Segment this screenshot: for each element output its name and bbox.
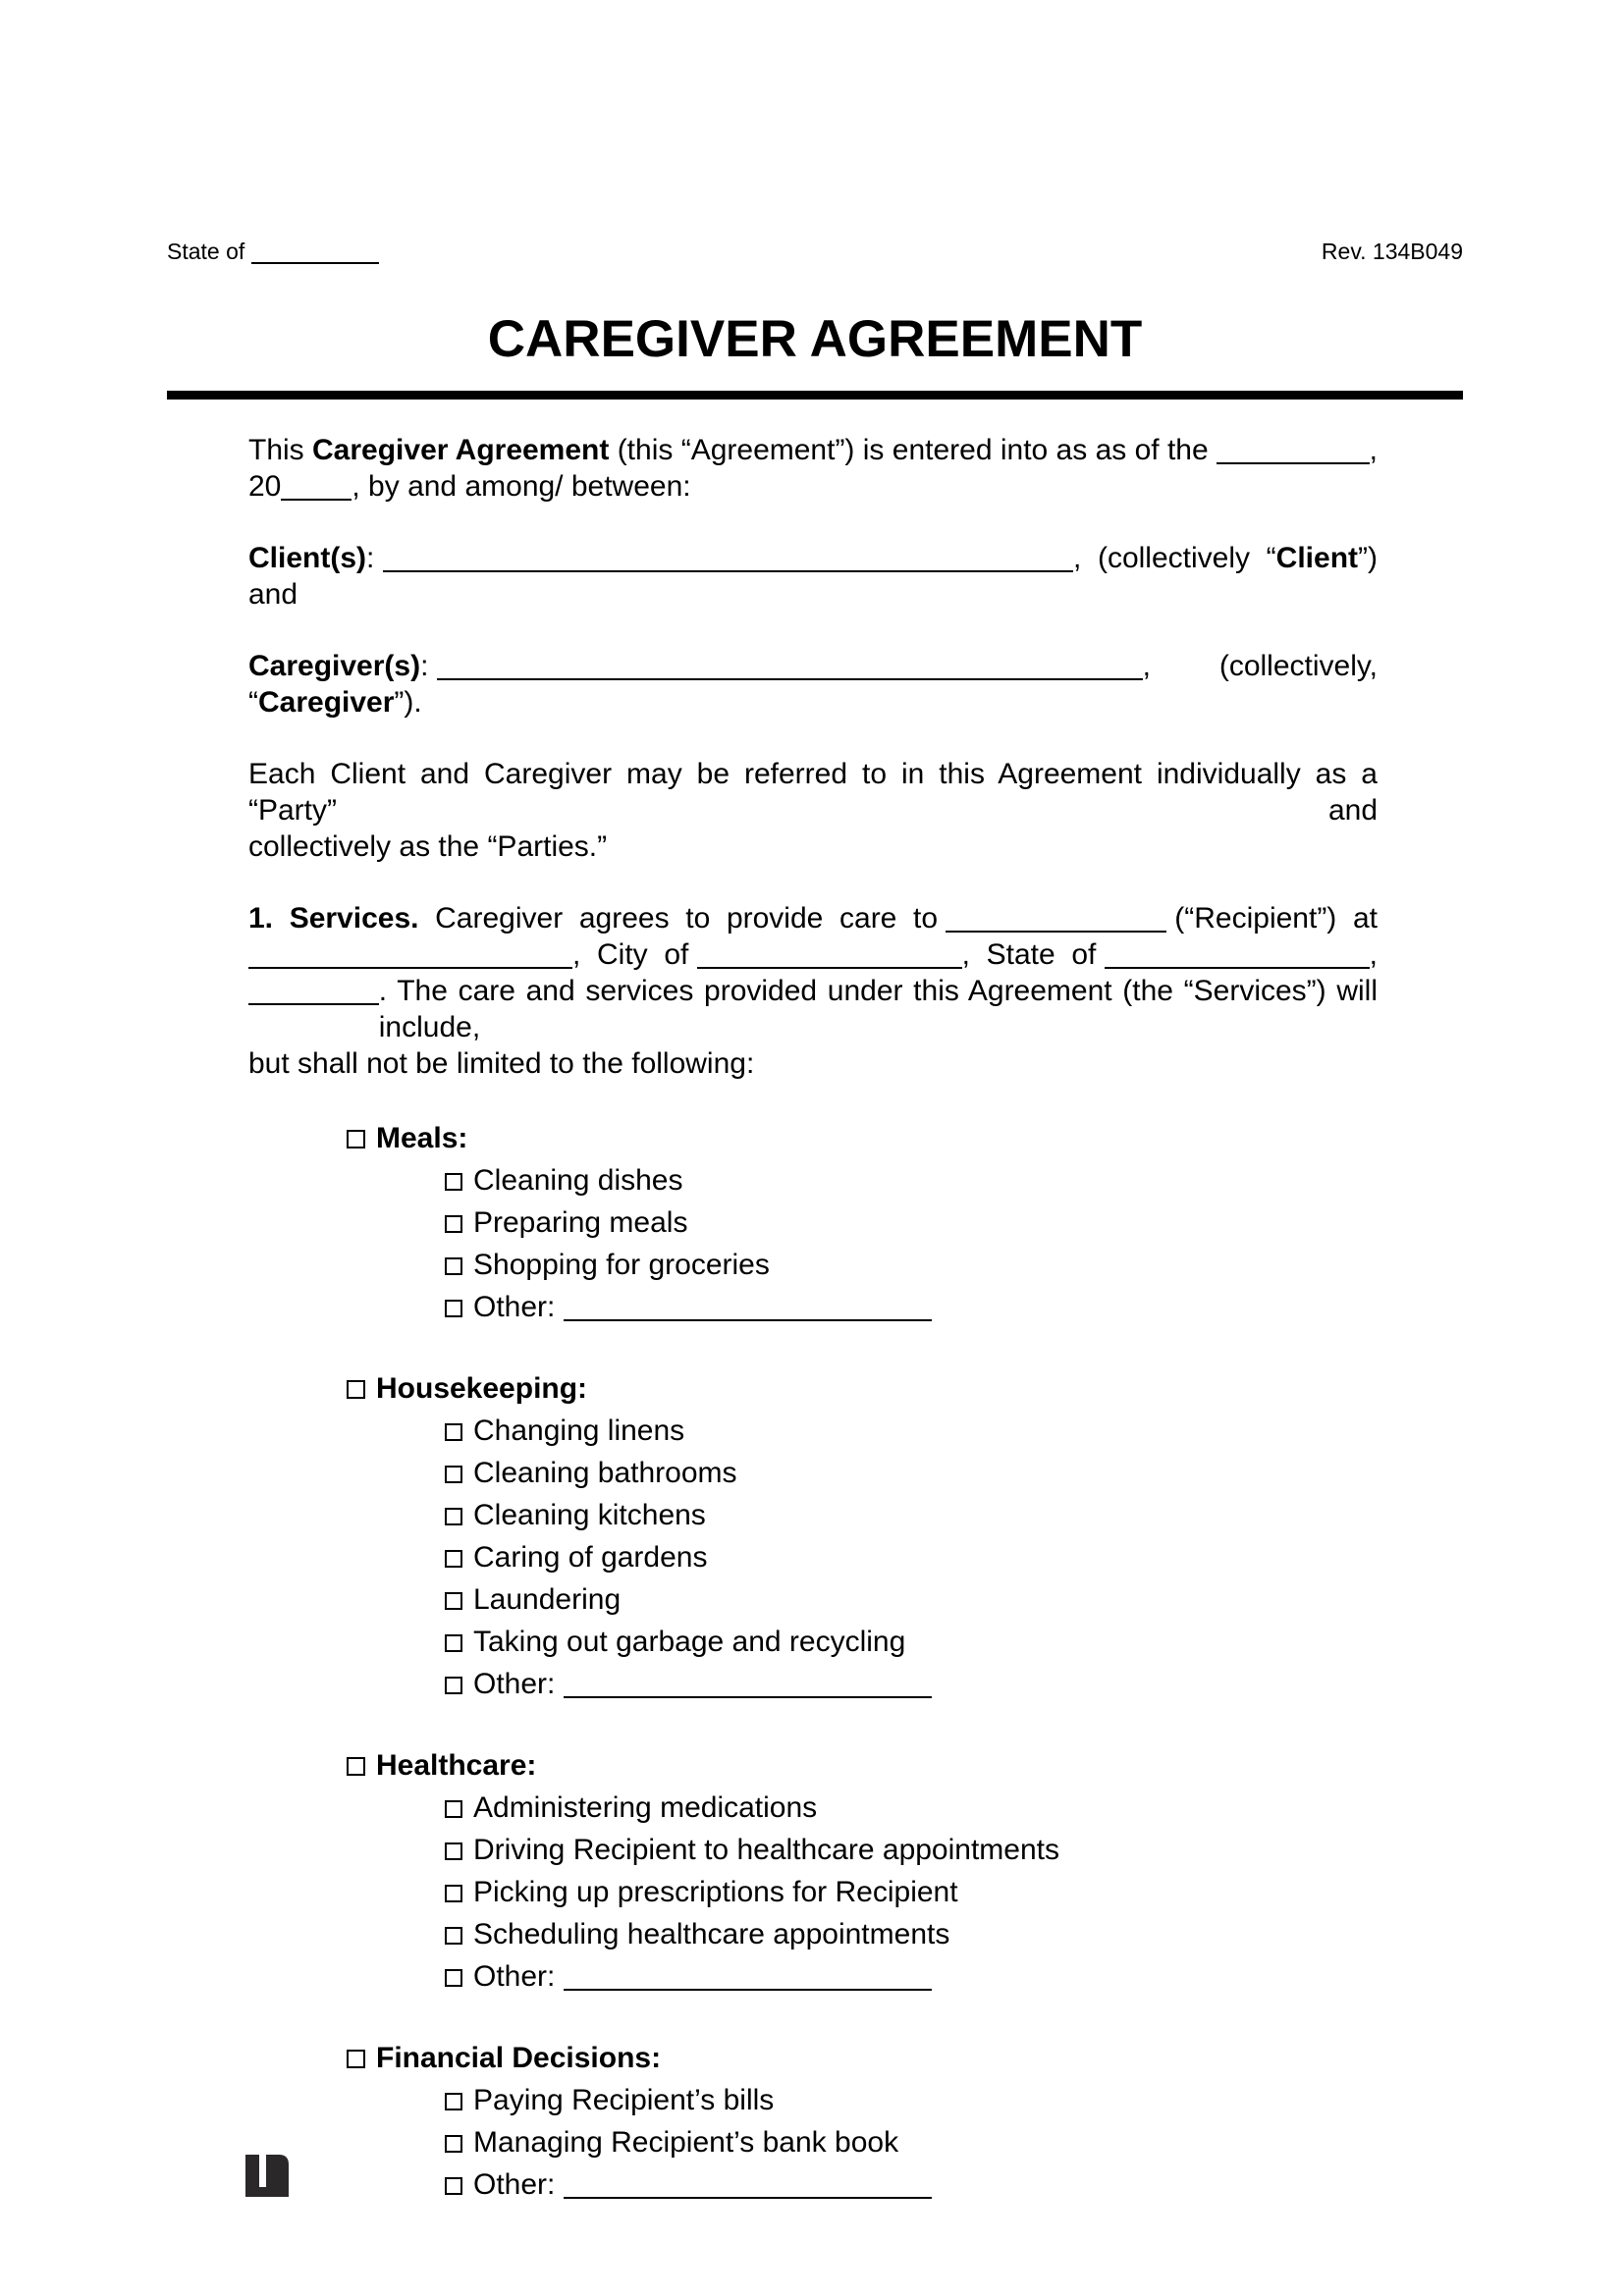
checkbox[interactable] — [445, 1969, 462, 1987]
checkbox[interactable] — [445, 1423, 462, 1441]
caregiver-text: (collectively, — [1218, 650, 1378, 682]
legal-templates-logo — [245, 2155, 289, 2198]
section-title: Housekeeping: — [376, 1372, 588, 1405]
other-blank[interactable] — [564, 1989, 932, 1991]
section-healthcare — [248, 1744, 1378, 1998]
services-text: . The care and services provided under this Agreement (the “Services”) will include, — [378, 975, 1378, 1043]
checkbox[interactable] — [445, 1173, 462, 1191]
address-blank[interactable] — [248, 967, 572, 969]
section-title: Financial Decisions: — [376, 2042, 662, 2074]
agreement-name-bold: Caregiver Agreement — [312, 434, 610, 466]
item-label: Scheduling healthcare appointments — [473, 1918, 950, 1950]
section-title: Meals: — [376, 1122, 468, 1154]
services-text: Caregiver agrees to provide care to — [418, 902, 947, 934]
section-financial-decisions — [248, 2037, 1378, 2206]
document-body — [248, 432, 1378, 2245]
item-label: Caring of gardens — [473, 1541, 708, 1574]
client-collective-bold: Client — [1275, 542, 1359, 574]
checkbox[interactable] — [445, 1592, 462, 1610]
services-text: , City of — [572, 938, 697, 971]
section-meals — [248, 1117, 1378, 1328]
item-label: Laundering — [473, 1583, 622, 1616]
checkbox[interactable] — [445, 1885, 462, 1902]
caregiver-text: “ — [248, 686, 258, 719]
checkbox[interactable] — [445, 1508, 462, 1525]
item-label: Driving Recipient to healthcare appointments — [473, 1834, 1059, 1866]
item-label: Paying Recipient’s bills — [473, 2084, 775, 2116]
caregiver-collective-bold: Caregiver — [258, 686, 395, 719]
agreement-date-blank[interactable] — [1217, 462, 1370, 464]
checkbox[interactable] — [445, 1927, 462, 1945]
checkbox[interactable] — [445, 1300, 462, 1317]
checkbox[interactable] — [445, 1215, 462, 1233]
client-clause — [248, 540, 1378, 613]
caregiver-text: : — [420, 650, 437, 682]
other-label: Other: — [473, 1291, 564, 1323]
checkbox[interactable] — [347, 1130, 365, 1148]
other-blank[interactable] — [564, 1696, 932, 1698]
services-checklist — [248, 1117, 1378, 2206]
checkbox[interactable] — [347, 1380, 365, 1399]
services-clause — [248, 900, 1378, 1082]
item-label: Changing linens — [473, 1415, 685, 1447]
item-label: Preparing meals — [473, 1206, 688, 1239]
checkbox[interactable] — [445, 1677, 462, 1694]
item-label: Picking up prescriptions for Recipient — [473, 1876, 958, 1908]
revision-number: Rev. 134B049 — [1321, 239, 1463, 264]
services-text: but shall not be limited to the following: — [248, 1047, 755, 1080]
checkbox[interactable] — [445, 2135, 462, 2153]
item-label: Cleaning dishes — [473, 1164, 683, 1197]
client-label: Client(s) — [248, 542, 366, 574]
section-title: Healthcare: — [376, 1749, 537, 1782]
checkbox[interactable] — [445, 2177, 462, 2195]
intro-text: This — [248, 434, 313, 466]
services-text: (“Recipient”) at — [1165, 902, 1378, 934]
parties-clause — [248, 756, 1378, 865]
section-housekeeping — [248, 1367, 1378, 1705]
checkbox[interactable] — [445, 1550, 462, 1568]
agreement-year-blank[interactable] — [281, 499, 352, 501]
caregiver-text: ”). — [394, 686, 422, 719]
client-name-blank[interactable] — [383, 570, 1073, 572]
item-label: Administering medications — [473, 1791, 818, 1824]
client-text: , (collectively “ — [1072, 542, 1276, 574]
other-blank[interactable] — [564, 2197, 932, 2199]
caregiver-label: Caregiver(s) — [248, 650, 421, 682]
state-of-blank[interactable] — [251, 262, 379, 264]
parties-text: Each Client and Caregiver may be referred to in this Agreement individually as a “Party” and — [248, 758, 1378, 827]
checkbox[interactable] — [445, 2093, 462, 2110]
document-title: CAREGIVER AGREEMENT — [487, 310, 1143, 368]
item-label: Cleaning kitchens — [473, 1499, 706, 1531]
checkbox[interactable] — [347, 1757, 365, 1776]
page-header — [167, 238, 1463, 265]
city-blank[interactable] — [697, 967, 962, 969]
intro-text: , by and among/ between: — [352, 470, 691, 503]
caregiver-text: , — [1142, 650, 1151, 682]
item-label: Shopping for groceries — [473, 1249, 770, 1281]
client-text: ”) — [1358, 542, 1378, 574]
other-label: Other: — [473, 1668, 564, 1700]
item-label: Managing Recipient’s bank book — [473, 2126, 899, 2159]
other-label: Other: — [473, 1960, 564, 1993]
title-rule — [167, 391, 1463, 400]
state-blank[interactable] — [1105, 967, 1370, 969]
other-label: Other: — [473, 2168, 564, 2201]
checkbox[interactable] — [445, 1634, 462, 1652]
client-text: and — [248, 578, 298, 611]
state-of-text: State of — [167, 239, 251, 264]
zip-blank[interactable] — [248, 1003, 379, 1005]
client-text: : — [366, 542, 383, 574]
intro-text: 20 — [248, 470, 282, 503]
checkbox[interactable] — [347, 2050, 365, 2068]
services-text: , — [1369, 938, 1378, 971]
caregiver-clause — [248, 648, 1378, 721]
intro-paragraph — [248, 432, 1378, 505]
services-heading-bold: 1. Services. — [248, 902, 419, 934]
recipient-name-blank[interactable] — [946, 931, 1166, 933]
checkbox[interactable] — [445, 1257, 462, 1275]
item-label: Taking out garbage and recycling — [473, 1626, 906, 1658]
parties-text: collectively as the “Parties.” — [248, 830, 608, 863]
checkbox[interactable] — [445, 1466, 462, 1483]
state-of-label — [167, 238, 379, 265]
checkbox[interactable] — [445, 1842, 462, 1860]
intro-text: , — [1369, 434, 1378, 466]
checkbox[interactable] — [445, 1800, 462, 1818]
item-label: Cleaning bathrooms — [473, 1457, 737, 1489]
other-blank[interactable] — [564, 1319, 932, 1321]
services-text: , State of — [961, 938, 1105, 971]
intro-text: (this “Agreement”) is entered into as as of the — [609, 434, 1217, 466]
caregiver-name-blank[interactable] — [437, 678, 1143, 680]
